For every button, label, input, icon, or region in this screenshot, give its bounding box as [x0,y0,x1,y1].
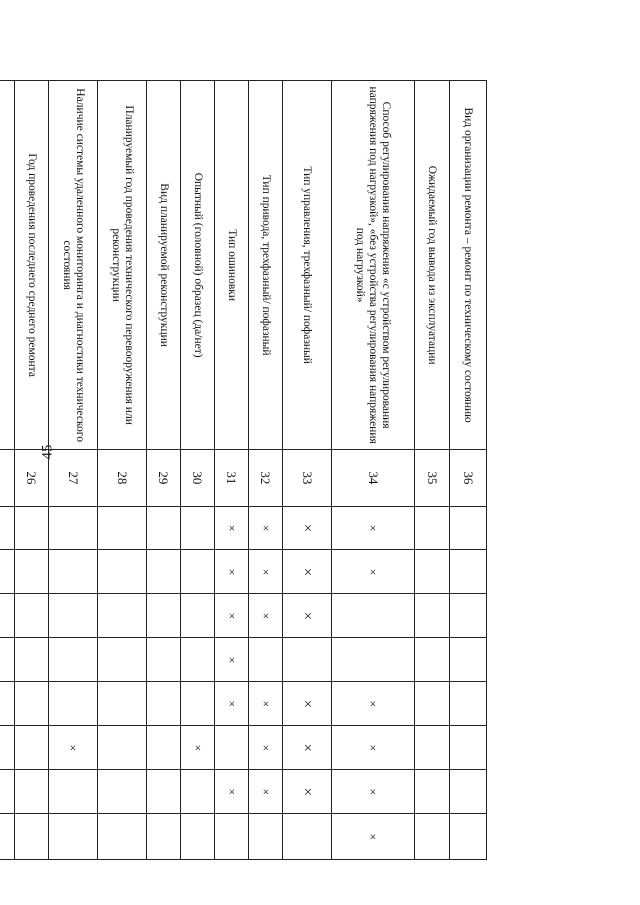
column-title [0,81,15,450]
table-row [332,81,415,860]
mark-cell: × [283,770,332,814]
table-row [215,81,249,860]
mark-cell: × [332,550,415,594]
mark-cell: × [283,726,332,770]
mark-cell [450,594,487,638]
mark-cell [49,682,98,726]
mark-cell: × [283,506,332,550]
data-table [0,80,487,860]
mark-cell [98,726,147,770]
table-row [249,81,283,860]
mark-cell: × [283,682,332,726]
mark-cell [98,506,147,550]
mark-cell [0,770,15,814]
mark-cell: × [332,770,415,814]
mark-cell [147,506,181,550]
column-title: Вид организации ремонта – ремонт по техническому состоянию [450,81,487,450]
mark-cell [450,682,487,726]
mark-cell [0,726,15,770]
mark-cell [215,814,249,860]
mark-cell: × [332,506,415,550]
mark-cell [98,814,147,860]
mark-cell [450,770,487,814]
column-title: Способ регулирования напряжения «с устройством регулирования напряжения под нагрузкой», «без устройства регулирования напряжения под нагрузкой» [332,81,415,450]
mark-cell [415,594,450,638]
table-row [15,81,49,860]
mark-cell [98,594,147,638]
mark-cell: × [249,506,283,550]
mark-cell [181,638,215,682]
mark-cell [415,682,450,726]
mark-cell: × [332,814,415,860]
table-row [450,81,487,860]
mark-cell [0,682,15,726]
mark-cell [49,594,98,638]
mark-cell: × [49,726,98,770]
mark-cell [415,770,450,814]
table-body [0,81,487,860]
mark-cell [249,814,283,860]
mark-cell [49,506,98,550]
mark-cell [49,770,98,814]
mark-cell [0,506,15,550]
mark-cell [15,814,49,860]
mark-cell [49,814,98,860]
mark-cell [450,814,487,860]
mark-cell [450,726,487,770]
table-row [0,81,15,860]
mark-cell: × [332,682,415,726]
mark-cell [15,550,49,594]
mark-cell [415,638,450,682]
column-title: Вид планируемой реконструкции [147,81,181,450]
column-title: Тип управления, трехфазный/ пофазный [283,81,332,450]
mark-cell: × [249,682,283,726]
column-title: Наличие системы удаленного мониторинга и диагностики технического состояния [49,81,98,450]
mark-cell [181,682,215,726]
mark-cell [147,638,181,682]
mark-cell [415,726,450,770]
mark-cell: × [215,638,249,682]
column-number: 31 [215,450,249,506]
table-row [98,81,147,860]
mark-cell [147,550,181,594]
column-number: 28 [98,450,147,506]
mark-cell [98,682,147,726]
mark-cell [147,682,181,726]
mark-cell: × [249,550,283,594]
mark-cell [450,550,487,594]
column-number: 29 [147,450,181,506]
mark-cell: × [181,726,215,770]
mark-cell: × [283,550,332,594]
column-number: 36 [450,450,487,506]
column-number [0,450,15,506]
mark-cell: × [249,726,283,770]
mark-cell [283,638,332,682]
mark-cell [332,594,415,638]
mark-cell [249,638,283,682]
column-number: 32 [249,450,283,506]
mark-cell: × [215,770,249,814]
mark-cell [0,814,15,860]
mark-cell [15,726,49,770]
table-row [283,81,332,860]
mark-cell [332,638,415,682]
mark-cell [181,550,215,594]
column-title: Тип привода, трехфазный/ пофазный [249,81,283,450]
mark-cell [0,550,15,594]
mark-cell [215,726,249,770]
mark-cell [147,726,181,770]
mark-cell: × [283,594,332,638]
column-title: Опытный (головной) образец (да/нет) [181,81,215,450]
mark-cell [15,594,49,638]
mark-cell [181,814,215,860]
column-number: 33 [283,450,332,506]
column-title: Год проведения последнего среднего ремонта [15,81,49,450]
mark-cell [98,770,147,814]
mark-cell [147,814,181,860]
column-title: Тип ошиновки [215,81,249,450]
table-row [181,81,215,860]
mark-cell: × [249,594,283,638]
column-number: 34 [332,450,415,506]
mark-cell: × [249,770,283,814]
mark-cell [415,550,450,594]
table-row [49,81,98,860]
mark-cell [98,550,147,594]
mark-cell [181,594,215,638]
mark-cell: × [332,726,415,770]
column-number: 35 [415,450,450,506]
mark-cell [49,550,98,594]
table-row [415,81,450,860]
mark-cell [15,770,49,814]
mark-cell [0,594,15,638]
mark-cell [181,506,215,550]
column-number: 26 [15,450,49,506]
mark-cell: × [215,682,249,726]
mark-cell [0,638,15,682]
column-title: Планируемый год проведения технического перевооружения или реконструкции [98,81,147,450]
page-number: 45 [39,444,56,460]
mark-cell [181,770,215,814]
mark-cell [15,682,49,726]
mark-cell [415,506,450,550]
mark-cell: × [215,594,249,638]
mark-cell [147,594,181,638]
table-row [147,81,181,860]
column-number: 27 [49,450,98,506]
mark-cell [147,770,181,814]
mark-cell: × [215,550,249,594]
mark-cell [98,638,147,682]
mark-cell [283,814,332,860]
column-title: Ожидаемый год вывода из эксплуатации [415,81,450,450]
column-number: 30 [181,450,215,506]
mark-cell [450,638,487,682]
mark-cell [49,638,98,682]
mark-cell: × [215,506,249,550]
mark-cell [15,506,49,550]
mark-cell [15,638,49,682]
mark-cell [415,814,450,860]
mark-cell [450,506,487,550]
